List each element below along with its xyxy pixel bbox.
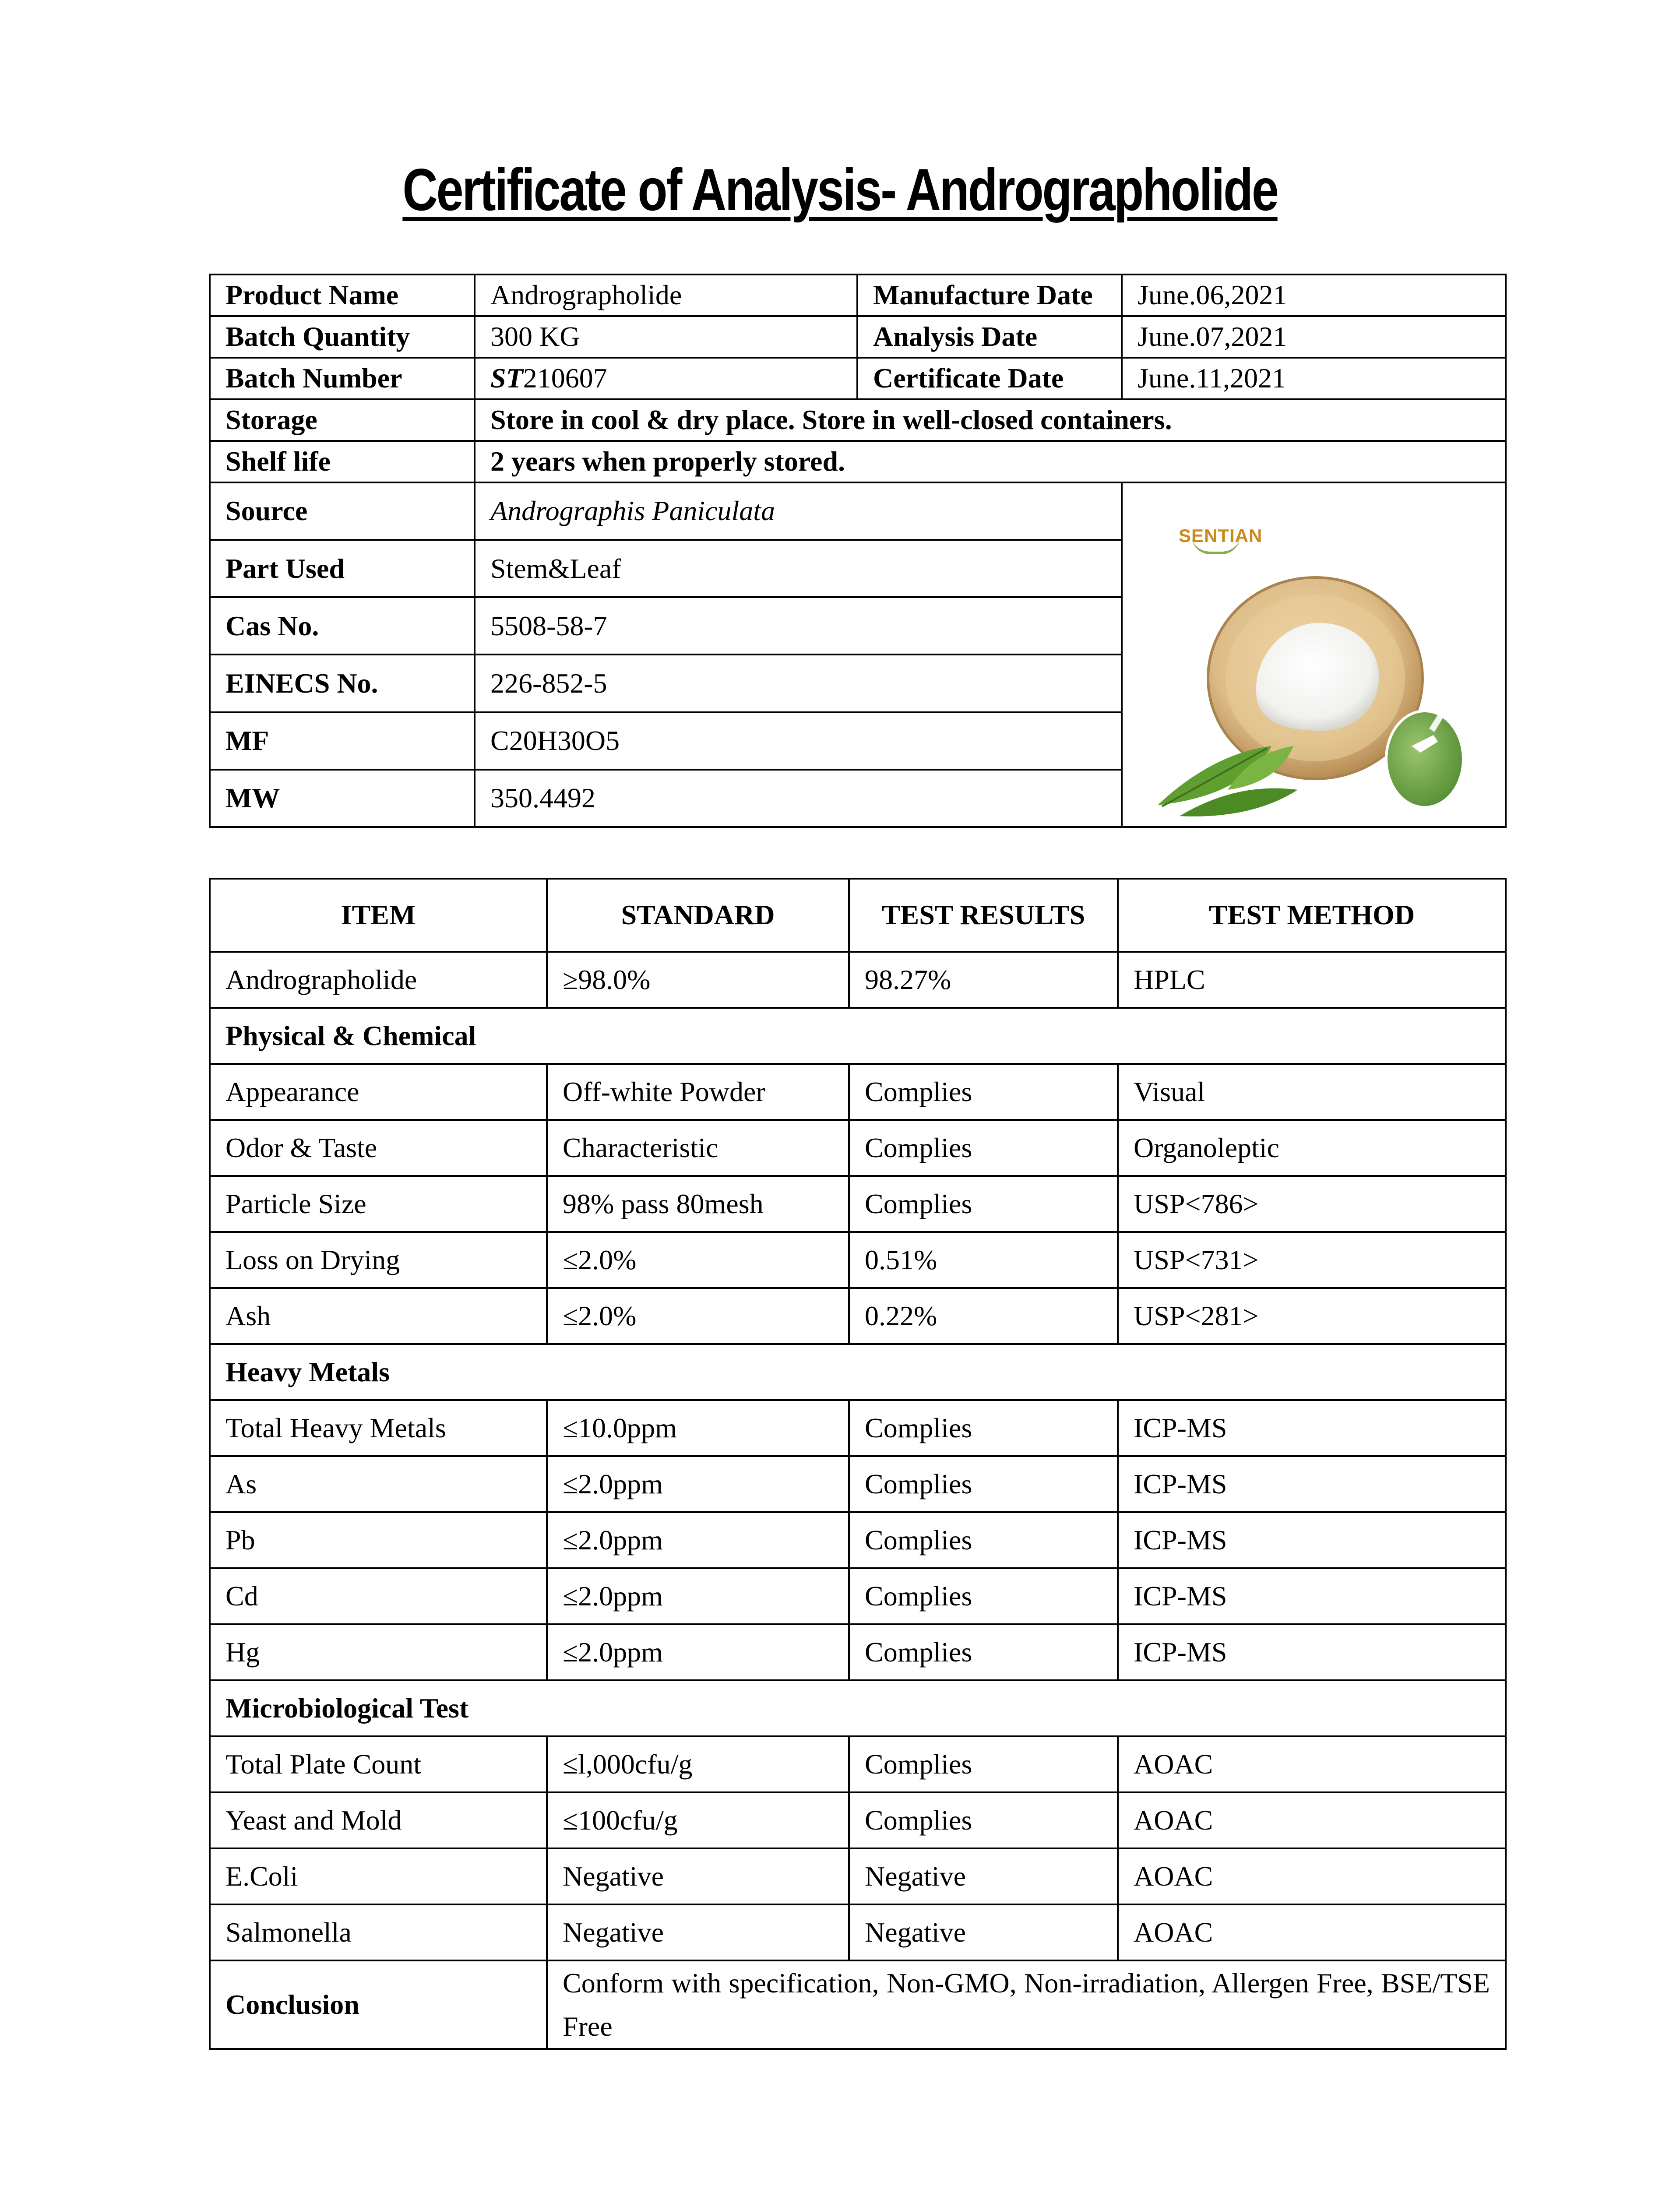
cas-value: 5508-58-7 [475,597,1122,655]
batch-quantity-label: Batch Quantity [210,316,475,358]
table-row [210,1120,1506,1176]
info-row [210,482,1506,540]
item-cell: Yeast and Mold [210,1792,547,1848]
standard-cell: ≤2.0ppm [547,1624,849,1680]
result-cell: Complies [849,1176,1118,1232]
item-cell: Cd [210,1568,547,1624]
batch-number-label: Batch Number [210,358,475,399]
certificate-date-value: June.11,2021 [1122,358,1506,399]
brand-logo-text: SENTIAN [1179,525,1263,546]
method-cell: AOAC [1118,1792,1506,1848]
einecs-label: EINECS No. [210,655,475,712]
item-cell: Salmonella [210,1904,547,1960]
method-cell: USP<281> [1118,1288,1506,1344]
info-row [210,441,1506,482]
result-cell: Complies [849,1512,1118,1568]
result-cell: Complies [849,1568,1118,1624]
table-row [210,1176,1506,1232]
standard-cell: ≤2.0ppm [547,1512,849,1568]
result-cell: 0.22% [849,1288,1118,1344]
result-cell: 0.51% [849,1232,1118,1288]
table-row [210,1568,1506,1624]
storage-label: Storage [210,399,475,441]
conclusion-label: Conclusion [210,1960,547,2049]
method-cell: USP<786> [1118,1176,1506,1232]
standard-cell: ≤2.0% [547,1232,849,1288]
table-row [210,1512,1506,1568]
header-standard: STANDARD [547,879,849,952]
document-title [151,155,1529,224]
mw-value: 350.4492 [475,770,1122,827]
item-cell: E.Coli [210,1848,547,1904]
flower-inset [1386,711,1463,807]
standard-cell: ≤10.0ppm [547,1400,849,1456]
item-cell: Total Plate Count [210,1736,547,1792]
table-row [210,1456,1506,1512]
item-cell: Appearance [210,1064,547,1120]
result-cell: 98.27% [849,952,1118,1008]
shelf-life-value: 2 years when properly stored. [475,441,1506,482]
result-cell: Complies [849,1064,1118,1120]
method-cell: ICP-MS [1118,1456,1506,1512]
table-row [210,1064,1506,1120]
standard-cell: 98% pass 80mesh [547,1176,849,1232]
certificate-date-label: Certificate Date [857,358,1122,399]
method-cell: Visual [1118,1064,1506,1120]
item-cell: Odor & Taste [210,1120,547,1176]
standard-cell: Characteristic [547,1120,849,1176]
result-cell: Complies [849,1120,1118,1176]
batch-quantity-value: 300 KG [475,316,857,358]
conclusion-value: Conform with specification, Non-GMO, Non-irradiation, Allergen Free, BSE/TSE Free [547,1960,1506,2049]
manufacture-date-label: Manufacture Date [857,275,1122,316]
part-used-value: Stem&Leaf [475,540,1122,597]
mf-value: C20H30O5 [475,712,1122,770]
document-title-text: Certificate of Analysis- Andrographolide [402,156,1278,223]
method-cell: USP<731> [1118,1232,1506,1288]
header-item: ITEM [210,879,547,952]
standard-cell: Negative [547,1848,849,1904]
table-row [210,1288,1506,1344]
header-test-results: TEST RESULTS [849,879,1118,952]
source-value-text: Andrographis Paniculata [490,495,775,527]
einecs-value: 226-852-5 [475,655,1122,712]
method-cell: Organoleptic [1118,1120,1506,1176]
table-row [210,1904,1506,1960]
item-cell: Particle Size [210,1176,547,1232]
storage-value: Store in cool & dry place. Store in well-closed containers. [475,399,1506,441]
table-row [210,1792,1506,1848]
item-cell: Pb [210,1512,547,1568]
table-row [210,1400,1506,1456]
method-cell: ICP-MS [1118,1568,1506,1624]
result-cell: Complies [849,1624,1118,1680]
standard-cell: ≤l,000cfu/g [547,1736,849,1792]
info-row [210,316,1506,358]
analysis-date-label: Analysis Date [857,316,1122,358]
method-cell: AOAC [1118,1736,1506,1792]
result-cell: Negative [849,1904,1118,1960]
item-cell: Total Heavy Metals [210,1400,547,1456]
info-row [210,358,1506,399]
mf-label: MF [210,712,475,770]
manufacture-date-value: June.06,2021 [1122,275,1506,316]
section-heavy-metals: Heavy Metals [210,1344,1506,1400]
product-info-table [209,274,1507,828]
standard-cell: Negative [547,1904,849,1960]
item-cell: As [210,1456,547,1512]
analysis-date-value: June.07,2021 [1122,316,1506,358]
method-cell: HPLC [1118,952,1506,1008]
item-cell: Andrographolide [210,952,547,1008]
batch-number-digits: 210607 [523,362,607,394]
item-cell: Loss on Drying [210,1232,547,1288]
section-physical-chemical: Physical & Chemical [210,1008,1506,1064]
standard-cell: ≤2.0ppm [547,1568,849,1624]
section-row [210,1344,1506,1400]
result-cell: Complies [849,1736,1118,1792]
product-photo [1123,483,1505,826]
result-cell: Negative [849,1848,1118,1904]
standard-cell: Off-white Powder [547,1064,849,1120]
shelf-life-label: Shelf life [210,441,475,482]
table-row [210,1624,1506,1680]
result-cell: Complies [849,1456,1118,1512]
method-cell: ICP-MS [1118,1624,1506,1680]
header-test-method: TEST METHOD [1118,879,1506,952]
method-cell: AOAC [1118,1848,1506,1904]
table-row [210,1848,1506,1904]
batch-number-prefix: ST [490,362,523,394]
table-row [210,1736,1506,1792]
standard-cell: ≤2.0% [547,1288,849,1344]
conclusion-row [210,1960,1506,2049]
header-row [210,879,1506,952]
method-cell: ICP-MS [1118,1400,1506,1456]
source-label: Source [210,482,475,540]
section-microbiological: Microbiological Test [210,1680,1506,1736]
product-name-value: Andrographolide [475,275,857,316]
table-row [210,952,1506,1008]
product-photo-cell [1122,482,1506,827]
info-row [210,399,1506,441]
result-cell: Complies [849,1400,1118,1456]
section-row [210,1680,1506,1736]
batch-number-value [475,358,857,399]
method-cell: AOAC [1118,1904,1506,1960]
item-cell: Hg [210,1624,547,1680]
standard-cell: ≥98.0% [547,952,849,1008]
product-name-label: Product Name [210,275,475,316]
test-results-table [209,878,1507,2050]
table-row [210,1232,1506,1288]
cas-label: Cas No. [210,597,475,655]
method-cell: ICP-MS [1118,1512,1506,1568]
standard-cell: ≤2.0ppm [547,1456,849,1512]
item-cell: Ash [210,1288,547,1344]
mw-label: MW [210,770,475,827]
info-row [210,275,1506,316]
section-row [210,1008,1506,1064]
standard-cell: ≤100cfu/g [547,1792,849,1848]
part-used-label: Part Used [210,540,475,597]
result-cell: Complies [849,1792,1118,1848]
source-value [475,482,1122,540]
